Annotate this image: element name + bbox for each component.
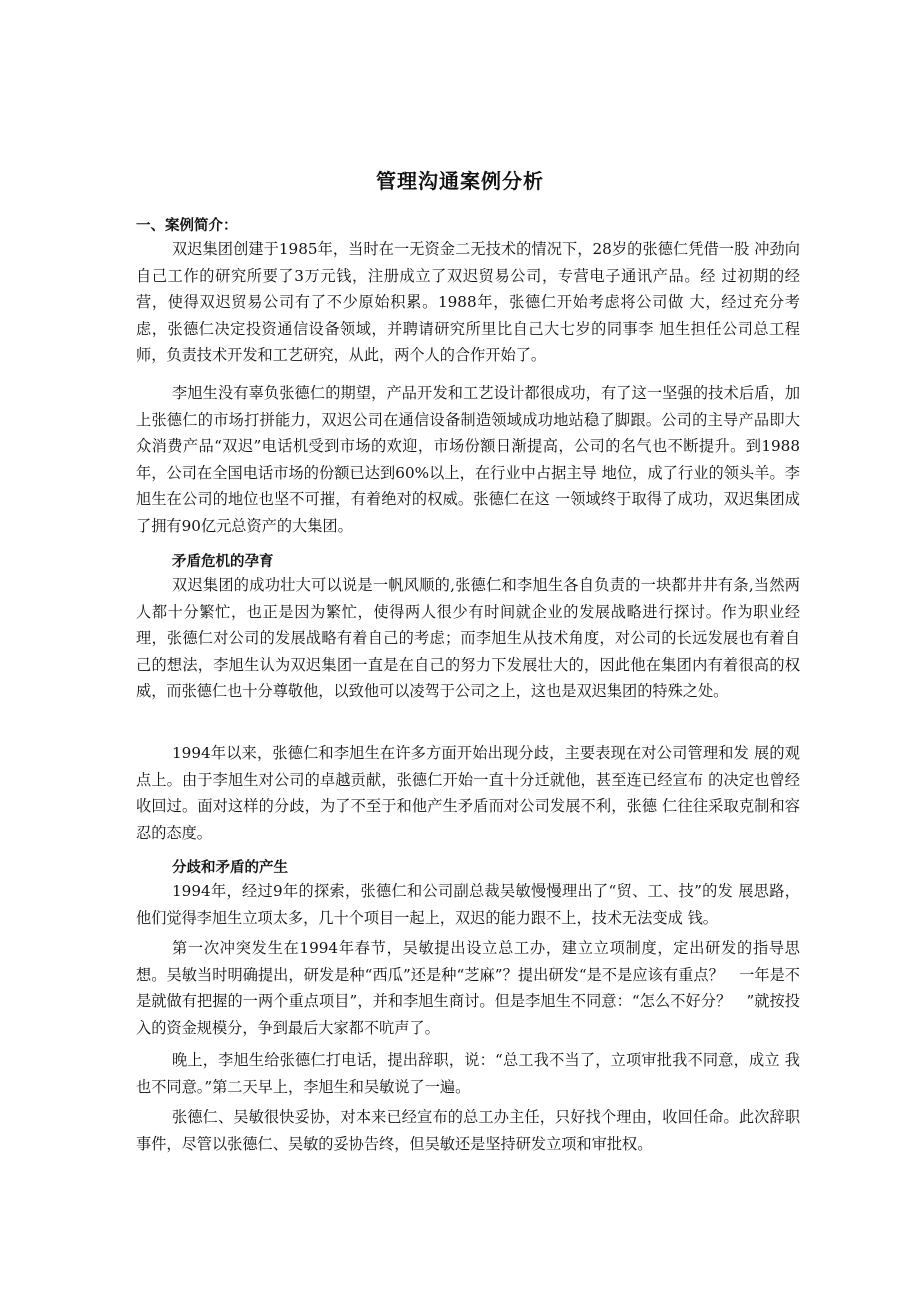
paragraph-8: 张德仁、吴敏很快妥协，对本来已经宣布的总工办主任，只好找个理由，收回任命。此次辞职事件，尽管以张德仁、吴敏的妥协告终，但吴敏还是坚持研发立项和审批权。 [136,1108,800,1153]
section-heading-case-intro: 一、案例简介： [136,218,238,234]
subheading-crisis: 矛盾危机的孕育 [172,554,274,570]
paragraph-1: 双迟集团创建于1985年，当时在一无资金二无技术的情况下，28岁的张德仁凭借一股 冲劲向自己工作的研究所要了3万元钱，注册成立了双迟贸易公司，专营电子通讯产品。经 过初期的经营，使得双迟贸易公司有了不少原始积累。1988年，张德仁开始考虑将公司做 大，经过充分考虑，张德仁决定投资通信设备领域，并聘请研究所里比自己大七岁的同事李 旭生担任公司总工程师，负责技术开发和工艺研究，从此，两个人的合作开始了。 [136,240,800,365]
subheading-conflict: 分歧和矛盾的产生 [172,860,288,876]
document-title: 管理沟通案例分析 [376,169,544,193]
paragraph-7: 晚上，李旭生给张德仁打电话，提出辞职，说：“总工我不当了，立项审批我不同意，成立 我也不同意。”第二天早上，李旭生和吴敏说了一遍。 [136,1051,800,1096]
paragraph-4: 1994年以来，张德仁和李旭生在许多方面开始出现分歧，主要表现在对公司管理和发 展的观点上。由于李旭生对公司的卓越贡献，张德仁开始一直十分迁就他，甚至连已经宣布 的决定也曾经收回过。面对这样的分歧，为了不至于和他产生矛盾而对公司发展不利，张德 仁往往采取克制和容忍的态度。 [136,744,800,842]
paragraph-5: 1994年，经过9年的探索，张德仁和公司副总裁吴敏慢慢理出了“贸、工、技”的发 展思路，他们觉得李旭生立项太多，几十个项目一起上，双迟的能力跟不上，技术无法变成 钱。 [136,882,800,927]
paragraph-2: 李旭生没有辜负张德仁的期望，产品开发和工艺设计都很成功，有了这一坚强的技术后盾，加上张德仁的市场打拼能力，双迟公司在通信设备制造领域成功地站稳了脚跟。公司的主导产品即大众消费产品“双迟”电话机受到市场的欢迎，市场份额日渐提高，公司的名气也不断提升。到1988年，公司在全国电话市场的份额已达到60%以上，在行业中占据主导 地位，成了行业的领头羊。李旭生在公司的地位也坚不可摧，有着绝对的权威。张德仁在这 一领域终于取得了成功，双迟集团成了拥有90亿元总资产的大集团。 [136,384,800,535]
paragraph-3: 双迟集团的成功壮大可以说是一帆风顺的,张德仁和李旭生各自负责的一块都井井有条,当然两人都十分繁忙，也正是因为繁忙，使得两人很少有时间就企业的发展战略进行探讨。作为职业经理，张德仁对公司的发展战略有着自己的考虑；而李旭生从技术角度，对公司的长远发展也有着自己的想法，李旭生认为双迟集团一直是在自己的努力下发展壮大的，因此他在集团内有着很高的权威，而张德仁也十分尊敬他，以致他可以凌驾于公司之上，这也是双迟集团的特殊之处。 [136,576,800,701]
paragraph-6: 第一次冲突发生在1994年春节，吴敏提出设立总工办，建立立项制度，定出研发的指导思想。吴敏当时明确提出，研发是种“西瓜”还是种“芝麻”？提出研发“是不是应该有重点？ 一年是不是就做有把握的一两个重点项目”，并和李旭生商讨。但是李旭生不同意：“怎么不好分？ ”就按投入的资金规模分，争到最后大家都不吭声了。 [136,939,800,1037]
